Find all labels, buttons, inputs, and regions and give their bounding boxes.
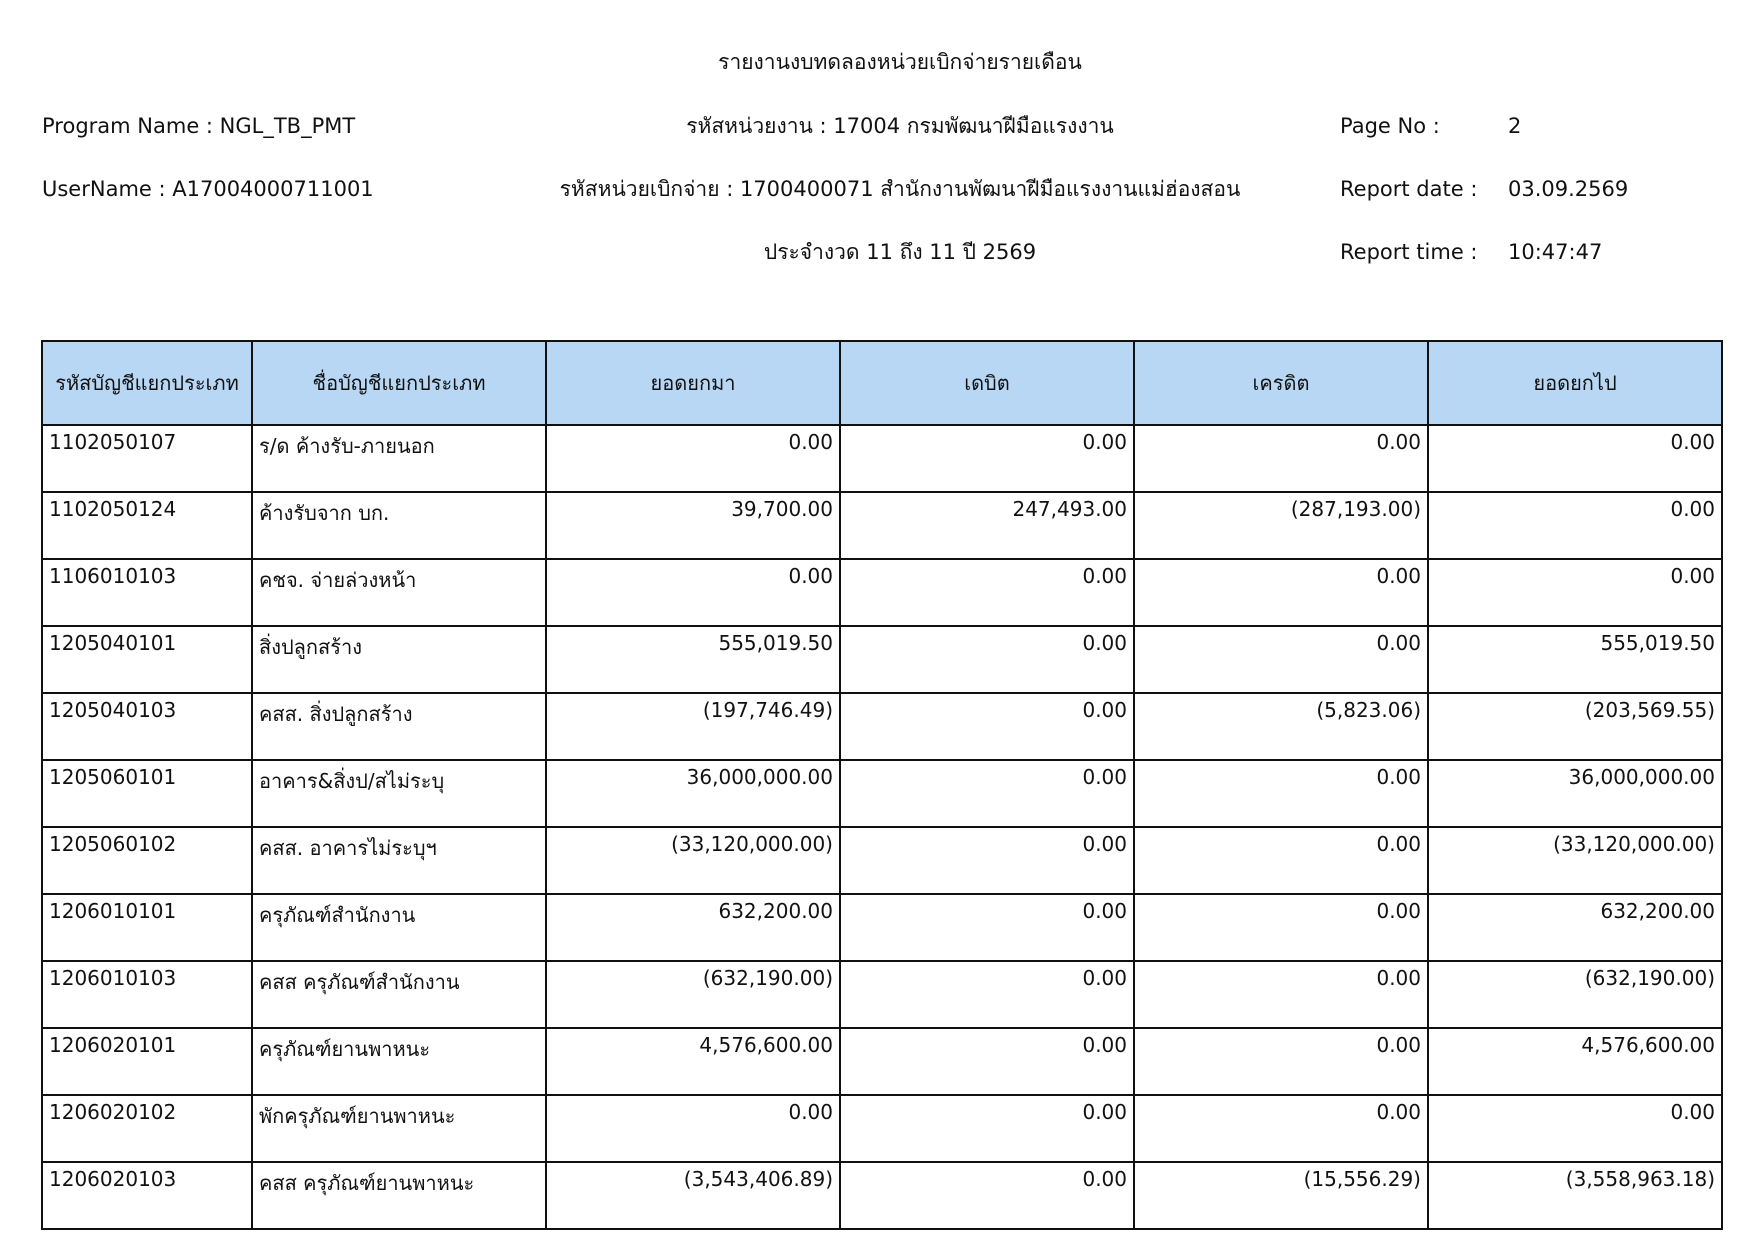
- debit-cell: 0.00: [840, 894, 1134, 961]
- opening-balance-cell: 555,019.50: [546, 626, 840, 693]
- table-row: [42, 1028, 1722, 1095]
- table-row: [42, 492, 1722, 559]
- debit-cell: 0.00: [840, 1162, 1134, 1229]
- closing-balance-cell: 632,200.00: [1428, 894, 1722, 961]
- debit-cell: 0.00: [840, 626, 1134, 693]
- opening-balance-cell: 0.00: [546, 559, 840, 626]
- table-row: [42, 559, 1722, 626]
- closing-balance-cell: 36,000,000.00: [1428, 760, 1722, 827]
- debit-cell: 0.00: [840, 425, 1134, 492]
- closing-balance-cell: (33,120,000.00): [1428, 827, 1722, 894]
- account-name-cell: อาคาร&สิ่งป/สไม่ระบุ: [252, 760, 546, 827]
- opening-balance-cell: (632,190.00): [546, 961, 840, 1028]
- debit-cell: 247,493.00: [840, 492, 1134, 559]
- table-row: [42, 760, 1722, 827]
- account-name-cell: พักครุภัณฑ์ยานพาหนะ: [252, 1095, 546, 1162]
- account-code-cell: 1205040101: [42, 626, 252, 693]
- report-date-label: Report date :: [1340, 177, 1478, 201]
- header-credit: เครดิต: [1134, 341, 1428, 425]
- opening-balance-cell: 4,576,600.00: [546, 1028, 840, 1095]
- opening-balance-cell: (197,746.49): [546, 693, 840, 760]
- report-time-value: 10:47:47: [1508, 240, 1603, 264]
- credit-cell: 0.00: [1134, 827, 1428, 894]
- account-name-cell: คสส ครุภัณฑ์สำนักงาน: [252, 961, 546, 1028]
- closing-balance-cell: 0.00: [1428, 559, 1722, 626]
- report-time-label: Report time :: [1340, 240, 1478, 264]
- credit-cell: 0.00: [1134, 894, 1428, 961]
- unit-line: รหัสหน่วยงาน : 17004 กรมพัฒนาฝีมือแรงงาน: [686, 114, 1114, 138]
- table-row: [42, 425, 1722, 492]
- table-row: [42, 961, 1722, 1028]
- account-code-cell: 1206020102: [42, 1095, 252, 1162]
- debit-cell: 0.00: [840, 961, 1134, 1028]
- credit-cell: 0.00: [1134, 760, 1428, 827]
- debit-cell: 0.00: [840, 827, 1134, 894]
- credit-cell: 0.00: [1134, 1095, 1428, 1162]
- closing-balance-cell: 0.00: [1428, 425, 1722, 492]
- account-code-cell: 1206010101: [42, 894, 252, 961]
- debit-cell: 0.00: [840, 760, 1134, 827]
- closing-balance-cell: 0.00: [1428, 492, 1722, 559]
- header-account-name: ชื่อบัญชีแยกประเภท: [252, 341, 546, 425]
- account-name-cell: คสส ครุภัณฑ์ยานพาหนะ: [252, 1162, 546, 1229]
- credit-cell: (5,823.06): [1134, 693, 1428, 760]
- account-code-cell: 1205060101: [42, 760, 252, 827]
- credit-cell: 0.00: [1134, 626, 1428, 693]
- debit-cell: 0.00: [840, 1028, 1134, 1095]
- trial-balance-table: [41, 340, 1723, 1230]
- closing-balance-cell: (203,569.55): [1428, 693, 1722, 760]
- header-debit: เดบิต: [840, 341, 1134, 425]
- opening-balance-cell: 632,200.00: [546, 894, 840, 961]
- opening-balance-cell: 39,700.00: [546, 492, 840, 559]
- account-name-cell: สิ่งปลูกสร้าง: [252, 626, 546, 693]
- account-name-cell: ครุภัณฑ์ยานพาหนะ: [252, 1028, 546, 1095]
- debit-cell: 0.00: [840, 1095, 1134, 1162]
- table-body: [42, 425, 1722, 1229]
- disbursement-unit-line: รหัสหน่วยเบิกจ่าย : 1700400071 สำนักงานพัฒนาฝีมือแรงงานแม่ฮ่องสอน: [559, 177, 1241, 201]
- period-line: ประจำงวด 11 ถึง 11 ปี 2569: [763, 240, 1037, 264]
- account-code-cell: 1205040103: [42, 693, 252, 760]
- account-name-cell: คชจ. จ่ายล่วงหน้า: [252, 559, 546, 626]
- account-code-cell: 1206010103: [42, 961, 252, 1028]
- account-code-cell: 1206020101: [42, 1028, 252, 1095]
- page-no-label: Page No :: [1340, 114, 1440, 138]
- debit-cell: 0.00: [840, 693, 1134, 760]
- credit-cell: 0.00: [1134, 1028, 1428, 1095]
- program-name: Program Name : NGL_TB_PMT: [42, 114, 356, 138]
- table-row: [42, 894, 1722, 961]
- credit-cell: 0.00: [1134, 559, 1428, 626]
- closing-balance-cell: 0.00: [1428, 1095, 1722, 1162]
- header-opening-balance: ยอดยกมา: [546, 341, 840, 425]
- account-code-cell: 1102050124: [42, 492, 252, 559]
- table-row: [42, 1162, 1722, 1229]
- account-code-cell: 1102050107: [42, 425, 252, 492]
- account-code-cell: 1205060102: [42, 827, 252, 894]
- opening-balance-cell: 36,000,000.00: [546, 760, 840, 827]
- opening-balance-cell: (33,120,000.00): [546, 827, 840, 894]
- account-name-cell: คสส. สิ่งปลูกสร้าง: [252, 693, 546, 760]
- credit-cell: (287,193.00): [1134, 492, 1428, 559]
- closing-balance-cell: (632,190.00): [1428, 961, 1722, 1028]
- header-account-code: รหัสบัญชีแยกประเภท: [42, 341, 252, 425]
- account-name-cell: ครุภัณฑ์สำนักงาน: [252, 894, 546, 961]
- credit-cell: 0.00: [1134, 961, 1428, 1028]
- table-row: [42, 693, 1722, 760]
- report-date-value: 03.09.2569: [1508, 177, 1629, 201]
- page-no-value: 2: [1508, 114, 1522, 138]
- account-code-cell: 1206020103: [42, 1162, 252, 1229]
- account-name-cell: คสส. อาคารไม่ระบุฯ: [252, 827, 546, 894]
- opening-balance-cell: (3,543,406.89): [546, 1162, 840, 1229]
- table-row: [42, 1095, 1722, 1162]
- account-name-cell: ค้างรับจาก บก.: [252, 492, 546, 559]
- report-title: รายงานงบทดลองหน่วยเบิกจ่ายรายเดือน: [718, 50, 1082, 74]
- table-row: [42, 626, 1722, 693]
- closing-balance-cell: 4,576,600.00: [1428, 1028, 1722, 1095]
- closing-balance-cell: 555,019.50: [1428, 626, 1722, 693]
- user-name: UserName : A17004000711001: [42, 177, 374, 201]
- debit-cell: 0.00: [840, 559, 1134, 626]
- opening-balance-cell: 0.00: [546, 1095, 840, 1162]
- opening-balance-cell: 0.00: [546, 425, 840, 492]
- account-name-cell: ร/ด ค้างรับ-ภายนอก: [252, 425, 546, 492]
- credit-cell: (15,556.29): [1134, 1162, 1428, 1229]
- header-closing-balance: ยอดยกไป: [1428, 341, 1722, 425]
- table-header-row: [42, 341, 1722, 425]
- account-code-cell: 1106010103: [42, 559, 252, 626]
- table-row: [42, 827, 1722, 894]
- closing-balance-cell: (3,558,963.18): [1428, 1162, 1722, 1229]
- credit-cell: 0.00: [1134, 425, 1428, 492]
